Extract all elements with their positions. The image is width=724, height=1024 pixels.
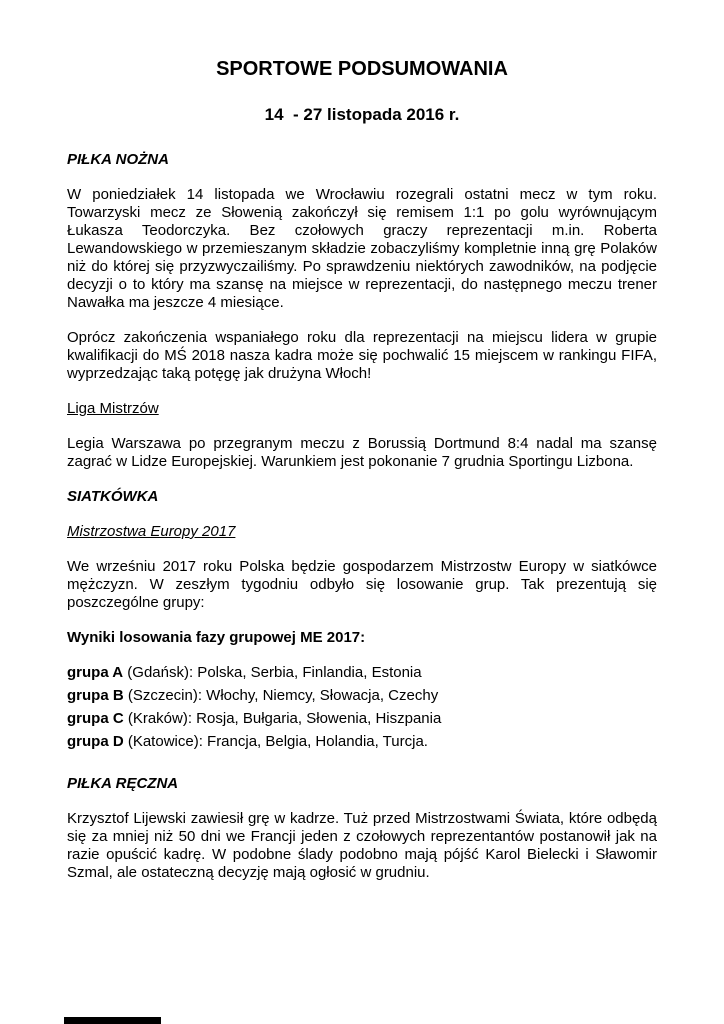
footer-redaction-bar xyxy=(64,1017,161,1024)
group-a-teams: (Gdańsk): Polska, Serbia, Finlandia, Estonia xyxy=(123,664,422,681)
football-paragraph-2: Oprócz zakończenia wspaniałego roku dla reprezentacji na miejscu lidera w grupie kwalifikacji do MŚ 2018 nasza kadra może się pochwalić 15 miejscem w rankingu FIFA, wyprzedzając taką potęgę jak drużyna Włoch! xyxy=(67,329,657,382)
volleyball-groups-list xyxy=(67,664,657,751)
group-b-name: grupa B xyxy=(67,687,124,704)
volleyball-paragraph-1: We wrześniu 2017 roku Polska będzie gospodarzem Mistrzostw Europy w siatkówce mężczyzn. W zeszłym tygodniu odbyło się losowanie grup. Tak prezentują się poszczególne grupy: xyxy=(67,558,657,611)
subheading-mistrzostwa-europy: Mistrzostwa Europy 2017 xyxy=(67,523,236,540)
group-line-b xyxy=(67,687,657,705)
group-c-teams: (Kraków): Rosja, Bułgaria, Słowenia, Hiszpania xyxy=(123,710,442,727)
group-line-c xyxy=(67,710,657,728)
football-paragraph-1: W poniedziałek 14 listopada we Wrocławiu rozegrali ostatni mecz w tym roku. Towarzyski mecz ze Słowenią zakończył się remisem 1:1 po golu wyrównującym Łukasza Teodorczyka. Bez czołowych graczy reprezentacji m.in. Roberta Lewandowskiego w przemieszanym składzie zobaczyliśmy kompletnie inną grę Polaków niż do której się przyzwyczailiśmy. Po sprawdzeniu niektórych zawodników, na podjęcie decyzji o to który ma szansę na miejsce w reprezentacji, do następnego meczu trener Nawałka ma jeszcze 4 miesiące. xyxy=(67,186,657,311)
group-b-teams: (Szczecin): Włochy, Niemcy, Słowacja, Czechy xyxy=(123,687,439,704)
section-heading-pilka-nozna: PIŁKA NOŻNA xyxy=(67,151,169,168)
group-d-name: grupa D xyxy=(67,733,124,750)
group-line-d xyxy=(67,733,657,751)
handball-paragraph-1: Krzysztof Lijewski zawiesił grę w kadrze. Tuż przed Mistrzostwami Świata, które odbędą się za mniej niż 50 dni we Francji jeden z czołowych reprezentantów postanowił jak na razie opuścić kadrę. W podobne ślady podobno mają pójść Karol Bielecki i Sławomir Szmal, ale ostateczną decyzję mają ogłosić w grudniu. xyxy=(67,810,657,881)
group-a-name: grupa A xyxy=(67,664,124,681)
football-paragraph-3: Legia Warszawa po przegranym meczu z Borussią Dortmund 8:4 nadal ma szansę zagrać w Lidze Europejskiej. Warunkiem jest pokonanie 7 grudnia Sportingu Lizbona. xyxy=(67,435,657,470)
subheading-liga-mistrzow: Liga Mistrzów xyxy=(67,400,159,417)
group-line-a xyxy=(67,664,657,682)
volleyball-results-heading: Wyniki losowania fazy grupowej ME 2017: xyxy=(67,629,366,646)
section-heading-pilka-reczna: PIŁKA RĘCZNA xyxy=(67,775,179,792)
group-c-name: grupa C xyxy=(67,710,124,727)
document-title: SPORTOWE PODSUMOWANIA xyxy=(216,58,508,80)
document-subtitle: 14 - 27 listopada 2016 r. xyxy=(264,105,460,124)
section-heading-siatkowka: SIATKÓWKA xyxy=(67,488,159,505)
group-d-teams: (Katowice): Francja, Belgia, Holandia, Turcja. xyxy=(123,733,428,750)
